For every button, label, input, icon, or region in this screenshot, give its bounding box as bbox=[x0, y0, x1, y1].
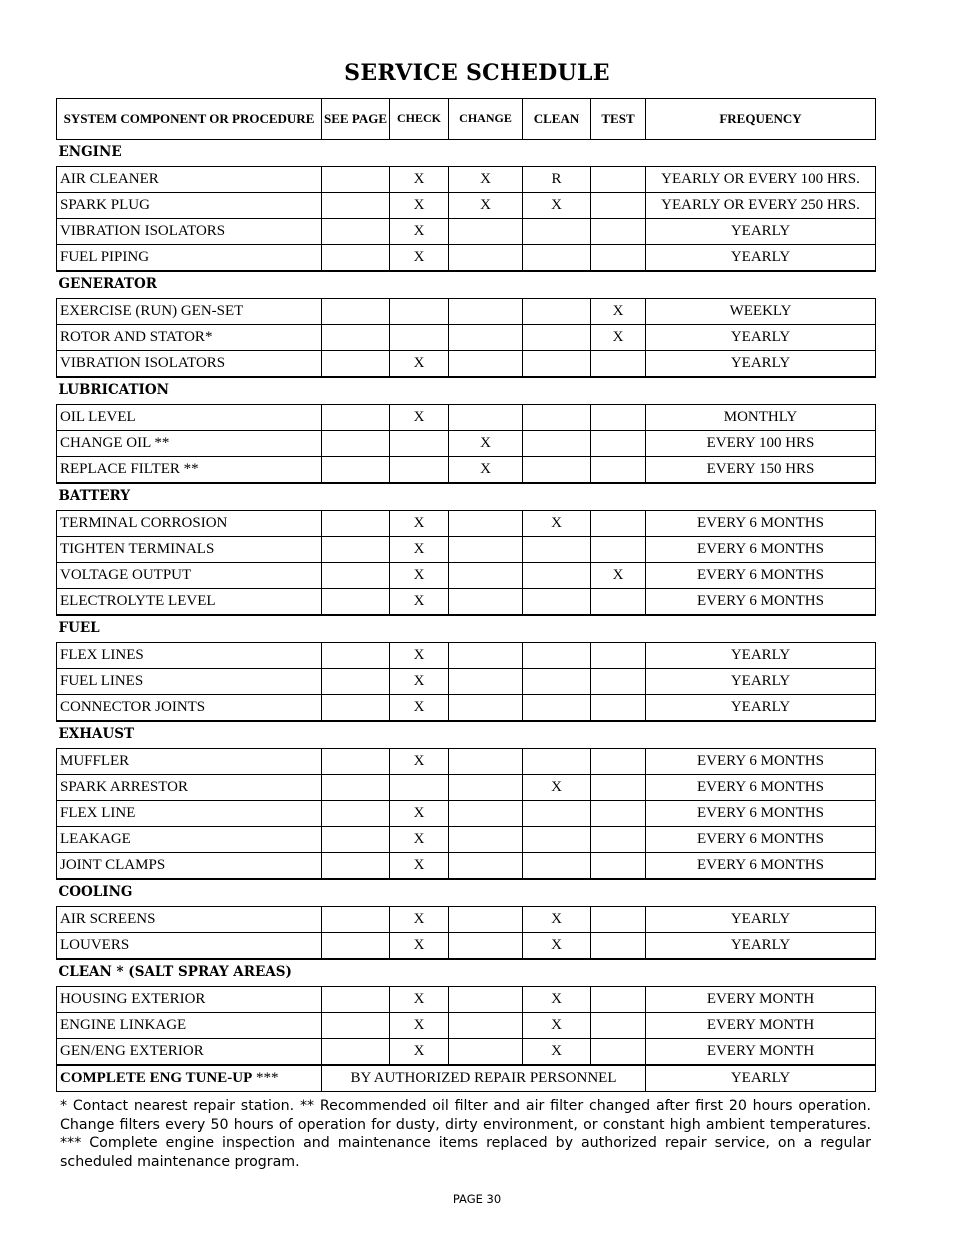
footnote-line: *** Complete engine inspection and maintenance items replaced by authorized repair service, on a regular bbox=[60, 1135, 871, 1151]
cell-frequency: EVERY 6 MONTHS bbox=[646, 537, 876, 563]
footnotes bbox=[60, 1097, 871, 1171]
cell-see-page bbox=[322, 431, 390, 457]
cell-see-page bbox=[322, 245, 390, 272]
cell-see-page bbox=[322, 1013, 390, 1039]
cell-component: GEN/ENG EXTERIOR bbox=[57, 1039, 322, 1066]
tune-up-label: COMPLETE ENG TUNE-UP bbox=[60, 1070, 253, 1086]
cell-test bbox=[591, 1013, 646, 1039]
cell-frequency: YEARLY bbox=[646, 245, 876, 272]
cell-change: X bbox=[449, 193, 523, 219]
cell-frequency: EVERY 6 MONTHS bbox=[646, 853, 876, 880]
footnote-line: scheduled maintenance program. bbox=[60, 1153, 300, 1170]
cell-check: X bbox=[390, 643, 449, 669]
table-row bbox=[57, 219, 876, 245]
cell-change bbox=[449, 1013, 523, 1039]
cell-check: X bbox=[390, 933, 449, 960]
section-header-row bbox=[57, 959, 876, 987]
cell-change bbox=[449, 405, 523, 431]
cell-change bbox=[449, 987, 523, 1013]
cell-see-page bbox=[322, 801, 390, 827]
cell-change bbox=[449, 245, 523, 272]
cell-clean bbox=[523, 299, 591, 325]
cell-see-page bbox=[322, 457, 390, 484]
cell-check: X bbox=[390, 563, 449, 589]
cell-frequency: EVERY 6 MONTHS bbox=[646, 827, 876, 853]
cell-change bbox=[449, 749, 523, 775]
table-row bbox=[57, 801, 876, 827]
cell-clean bbox=[523, 801, 591, 827]
cell-check: X bbox=[390, 987, 449, 1013]
cell-frequency: YEARLY bbox=[646, 695, 876, 722]
cell-see-page bbox=[322, 987, 390, 1013]
cell-change bbox=[449, 827, 523, 853]
table-row bbox=[57, 987, 876, 1013]
cell-component: FLEX LINES bbox=[57, 643, 322, 669]
cell-change bbox=[449, 907, 523, 933]
cell-component: AIR CLEANER bbox=[57, 167, 322, 193]
table-row bbox=[57, 933, 876, 960]
cell-change bbox=[449, 1039, 523, 1066]
cell-check: X bbox=[390, 219, 449, 245]
cell-test bbox=[591, 775, 646, 801]
cell-frequency: EVERY 6 MONTHS bbox=[646, 775, 876, 801]
cell-change: X bbox=[449, 457, 523, 484]
cell-component: MUFFLER bbox=[57, 749, 322, 775]
cell-check: X bbox=[390, 801, 449, 827]
cell-see-page bbox=[322, 193, 390, 219]
cell-component: SPARK PLUG bbox=[57, 193, 322, 219]
cell-component: SPARK ARRESTOR bbox=[57, 775, 322, 801]
cell-check: X bbox=[390, 749, 449, 775]
table-row bbox=[57, 299, 876, 325]
table-row bbox=[57, 167, 876, 193]
cell-component: FUEL LINES bbox=[57, 669, 322, 695]
cell-check bbox=[390, 299, 449, 325]
cell-frequency: EVERY 100 HRS bbox=[646, 431, 876, 457]
cell-frequency: EVERY MONTH bbox=[646, 1039, 876, 1066]
cell-test bbox=[591, 219, 646, 245]
cell-component: CONNECTOR JOINTS bbox=[57, 695, 322, 722]
cell-test: X bbox=[591, 563, 646, 589]
cell-test bbox=[591, 669, 646, 695]
cell-test bbox=[591, 987, 646, 1013]
cell-frequency: EVERY 6 MONTHS bbox=[646, 589, 876, 616]
cell-check: X bbox=[390, 907, 449, 933]
section-header-row bbox=[57, 721, 876, 749]
footnote-line: * Contact nearest repair station. ** Recommended oil filter and air filter changed after first 20 hours operation. bbox=[60, 1098, 871, 1114]
cell-see-page bbox=[322, 589, 390, 616]
cell-clean bbox=[523, 537, 591, 563]
cell-clean: R bbox=[523, 167, 591, 193]
cell-component: JOINT CLAMPS bbox=[57, 853, 322, 880]
section-header-row bbox=[57, 879, 876, 907]
cell-test: X bbox=[591, 299, 646, 325]
cell-frequency: MONTHLY bbox=[646, 405, 876, 431]
cell-frequency: YEARLY bbox=[646, 907, 876, 933]
cell-change: X bbox=[449, 167, 523, 193]
cell-see-page bbox=[322, 511, 390, 537]
cell-test bbox=[591, 457, 646, 484]
cell-see-page bbox=[322, 299, 390, 325]
cell-change bbox=[449, 219, 523, 245]
cell-component: TERMINAL CORROSION bbox=[57, 511, 322, 537]
cell-change bbox=[449, 351, 523, 378]
cell-change bbox=[449, 511, 523, 537]
cell-test bbox=[591, 853, 646, 880]
schedule-body bbox=[57, 140, 876, 1066]
cell-check bbox=[390, 431, 449, 457]
cell-test bbox=[591, 643, 646, 669]
section-title: BATTERY bbox=[57, 483, 876, 511]
cell-change: X bbox=[449, 431, 523, 457]
table-row bbox=[57, 669, 876, 695]
cell-see-page bbox=[322, 827, 390, 853]
section-header-row bbox=[57, 615, 876, 643]
footnote-line: Change filters every 50 hours of operation for dusty, dirty environment, or constant high ambient temperatures. bbox=[60, 1116, 871, 1133]
section-header-row bbox=[57, 377, 876, 405]
section-header-row bbox=[57, 483, 876, 511]
table-row bbox=[57, 245, 876, 272]
table-row bbox=[57, 1039, 876, 1066]
cell-check: X bbox=[390, 245, 449, 272]
cell-clean bbox=[523, 643, 591, 669]
cell-test: X bbox=[591, 325, 646, 351]
cell-check: X bbox=[390, 511, 449, 537]
cell-change bbox=[449, 669, 523, 695]
section-header-row bbox=[57, 140, 876, 167]
cell-component: VIBRATION ISOLATORS bbox=[57, 351, 322, 378]
cell-clean: X bbox=[523, 1039, 591, 1066]
header-component: SYSTEM COMPONENT OR PROCEDURE bbox=[57, 99, 322, 140]
cell-check: X bbox=[390, 669, 449, 695]
cell-check: X bbox=[390, 853, 449, 880]
tune-up-stars: *** bbox=[252, 1070, 279, 1086]
cell-component: CHANGE OIL ** bbox=[57, 431, 322, 457]
cell-see-page bbox=[322, 643, 390, 669]
cell-frequency: EVERY 150 HRS bbox=[646, 457, 876, 484]
cell-see-page bbox=[322, 749, 390, 775]
table-row bbox=[57, 193, 876, 219]
cell-frequency: YEARLY bbox=[646, 325, 876, 351]
cell-frequency: EVERY MONTH bbox=[646, 1013, 876, 1039]
table-row bbox=[57, 853, 876, 880]
cell-frequency: EVERY 6 MONTHS bbox=[646, 749, 876, 775]
cell-change bbox=[449, 563, 523, 589]
cell-see-page bbox=[322, 405, 390, 431]
table-row bbox=[57, 695, 876, 722]
cell-component: FLEX LINE bbox=[57, 801, 322, 827]
cell-clean bbox=[523, 457, 591, 484]
cell-component: VOLTAGE OUTPUT bbox=[57, 563, 322, 589]
cell-clean bbox=[523, 431, 591, 457]
table-row bbox=[57, 537, 876, 563]
cell-frequency: YEARLY OR EVERY 100 HRS. bbox=[646, 167, 876, 193]
cell-change bbox=[449, 325, 523, 351]
cell-see-page bbox=[322, 351, 390, 378]
cell-frequency: YEARLY bbox=[646, 933, 876, 960]
cell-test bbox=[591, 695, 646, 722]
cell-clean: X bbox=[523, 987, 591, 1013]
header-clean: CLEAN bbox=[523, 99, 591, 140]
cell-change bbox=[449, 537, 523, 563]
cell-frequency: YEARLY bbox=[646, 669, 876, 695]
cell-test bbox=[591, 537, 646, 563]
cell-check bbox=[390, 457, 449, 484]
cell-clean bbox=[523, 563, 591, 589]
cell-clean: X bbox=[523, 193, 591, 219]
section-title: CLEAN * (SALT SPRAY AREAS) bbox=[57, 959, 876, 987]
table-row bbox=[57, 643, 876, 669]
cell-change bbox=[449, 643, 523, 669]
cell-check bbox=[390, 775, 449, 801]
cell-change bbox=[449, 589, 523, 616]
cell-clean: X bbox=[523, 775, 591, 801]
tune-up-label-cell bbox=[57, 1065, 322, 1092]
section-title: LUBRICATION bbox=[57, 377, 876, 405]
cell-see-page bbox=[322, 775, 390, 801]
cell-check: X bbox=[390, 193, 449, 219]
cell-clean bbox=[523, 827, 591, 853]
cell-component: ELECTROLYTE LEVEL bbox=[57, 589, 322, 616]
cell-see-page bbox=[322, 1039, 390, 1066]
section-title: COOLING bbox=[57, 879, 876, 907]
cell-component: LEAKAGE bbox=[57, 827, 322, 853]
table-row bbox=[57, 589, 876, 616]
cell-test bbox=[591, 193, 646, 219]
cell-test bbox=[591, 351, 646, 378]
cell-see-page bbox=[322, 669, 390, 695]
cell-component: LOUVERS bbox=[57, 933, 322, 960]
cell-frequency: EVERY 6 MONTHS bbox=[646, 801, 876, 827]
cell-check bbox=[390, 325, 449, 351]
table-row bbox=[57, 827, 876, 853]
header-frequency: FREQUENCY bbox=[646, 99, 876, 140]
table-row bbox=[57, 511, 876, 537]
cell-clean bbox=[523, 405, 591, 431]
cell-component: REPLACE FILTER ** bbox=[57, 457, 322, 484]
cell-clean bbox=[523, 245, 591, 272]
cell-test bbox=[591, 589, 646, 616]
cell-frequency: WEEKLY bbox=[646, 299, 876, 325]
cell-see-page bbox=[322, 933, 390, 960]
cell-clean bbox=[523, 749, 591, 775]
cell-clean bbox=[523, 695, 591, 722]
cell-change bbox=[449, 853, 523, 880]
cell-check: X bbox=[390, 351, 449, 378]
table-row bbox=[57, 775, 876, 801]
cell-change bbox=[449, 775, 523, 801]
cell-test bbox=[591, 245, 646, 272]
table-row bbox=[57, 325, 876, 351]
cell-frequency: YEARLY bbox=[646, 351, 876, 378]
cell-clean bbox=[523, 219, 591, 245]
section-title: ENGINE bbox=[57, 140, 876, 167]
tune-up-note: BY AUTHORIZED REPAIR PERSONNEL bbox=[322, 1065, 646, 1092]
cell-see-page bbox=[322, 695, 390, 722]
cell-check: X bbox=[390, 405, 449, 431]
cell-test bbox=[591, 827, 646, 853]
cell-see-page bbox=[322, 219, 390, 245]
cell-component: ENGINE LINKAGE bbox=[57, 1013, 322, 1039]
header-row bbox=[57, 99, 876, 140]
cell-see-page bbox=[322, 325, 390, 351]
cell-check: X bbox=[390, 167, 449, 193]
cell-component: TIGHTEN TERMINALS bbox=[57, 537, 322, 563]
cell-check: X bbox=[390, 827, 449, 853]
cell-frequency: EVERY MONTH bbox=[646, 987, 876, 1013]
cell-test bbox=[591, 405, 646, 431]
cell-clean bbox=[523, 853, 591, 880]
page-number: PAGE 30 bbox=[452, 1192, 502, 1206]
tune-up-row bbox=[57, 1065, 876, 1092]
cell-change bbox=[449, 801, 523, 827]
cell-test bbox=[591, 933, 646, 960]
cell-change bbox=[449, 299, 523, 325]
cell-frequency: YEARLY OR EVERY 250 HRS. bbox=[646, 193, 876, 219]
table-row bbox=[57, 563, 876, 589]
cell-check: X bbox=[390, 695, 449, 722]
cell-clean bbox=[523, 669, 591, 695]
cell-component: FUEL PIPING bbox=[57, 245, 322, 272]
header-change: CHANGE bbox=[449, 99, 523, 140]
cell-test bbox=[591, 167, 646, 193]
table-row bbox=[57, 907, 876, 933]
table-row bbox=[57, 405, 876, 431]
cell-component: ROTOR AND STATOR* bbox=[57, 325, 322, 351]
cell-frequency: YEARLY bbox=[646, 219, 876, 245]
section-title: FUEL bbox=[57, 615, 876, 643]
cell-clean bbox=[523, 351, 591, 378]
cell-clean bbox=[523, 325, 591, 351]
service-schedule-table bbox=[56, 98, 876, 1092]
cell-clean: X bbox=[523, 933, 591, 960]
header-check: CHECK bbox=[390, 99, 449, 140]
cell-check: X bbox=[390, 1013, 449, 1039]
cell-component: EXERCISE (RUN) GEN-SET bbox=[57, 299, 322, 325]
header-see-page: SEE PAGE bbox=[322, 99, 390, 140]
cell-component: HOUSING EXTERIOR bbox=[57, 987, 322, 1013]
cell-clean: X bbox=[523, 907, 591, 933]
cell-test bbox=[591, 907, 646, 933]
cell-clean: X bbox=[523, 1013, 591, 1039]
cell-see-page bbox=[322, 907, 390, 933]
table-row bbox=[57, 1013, 876, 1039]
table-row bbox=[57, 749, 876, 775]
cell-component: VIBRATION ISOLATORS bbox=[57, 219, 322, 245]
section-header-row bbox=[57, 271, 876, 299]
table-row bbox=[57, 431, 876, 457]
header-test: TEST bbox=[591, 99, 646, 140]
cell-see-page bbox=[322, 537, 390, 563]
cell-check: X bbox=[390, 589, 449, 616]
cell-check: X bbox=[390, 1039, 449, 1066]
cell-test bbox=[591, 801, 646, 827]
cell-test bbox=[591, 749, 646, 775]
cell-frequency: EVERY 6 MONTHS bbox=[646, 511, 876, 537]
tune-up-frequency: YEARLY bbox=[646, 1065, 876, 1092]
cell-frequency: YEARLY bbox=[646, 643, 876, 669]
table-row bbox=[57, 351, 876, 378]
cell-test bbox=[591, 511, 646, 537]
cell-test bbox=[591, 1039, 646, 1066]
cell-see-page bbox=[322, 167, 390, 193]
cell-change bbox=[449, 933, 523, 960]
cell-clean bbox=[523, 589, 591, 616]
cell-test bbox=[591, 431, 646, 457]
cell-change bbox=[449, 695, 523, 722]
section-title: EXHAUST bbox=[57, 721, 876, 749]
cell-frequency: EVERY 6 MONTHS bbox=[646, 563, 876, 589]
cell-see-page bbox=[322, 853, 390, 880]
cell-component: OIL LEVEL bbox=[57, 405, 322, 431]
cell-check: X bbox=[390, 537, 449, 563]
cell-component: AIR SCREENS bbox=[57, 907, 322, 933]
page-title: SERVICE SCHEDULE bbox=[344, 60, 610, 86]
section-title: GENERATOR bbox=[57, 271, 876, 299]
cell-see-page bbox=[322, 563, 390, 589]
cell-clean: X bbox=[523, 511, 591, 537]
table-row bbox=[57, 457, 876, 484]
